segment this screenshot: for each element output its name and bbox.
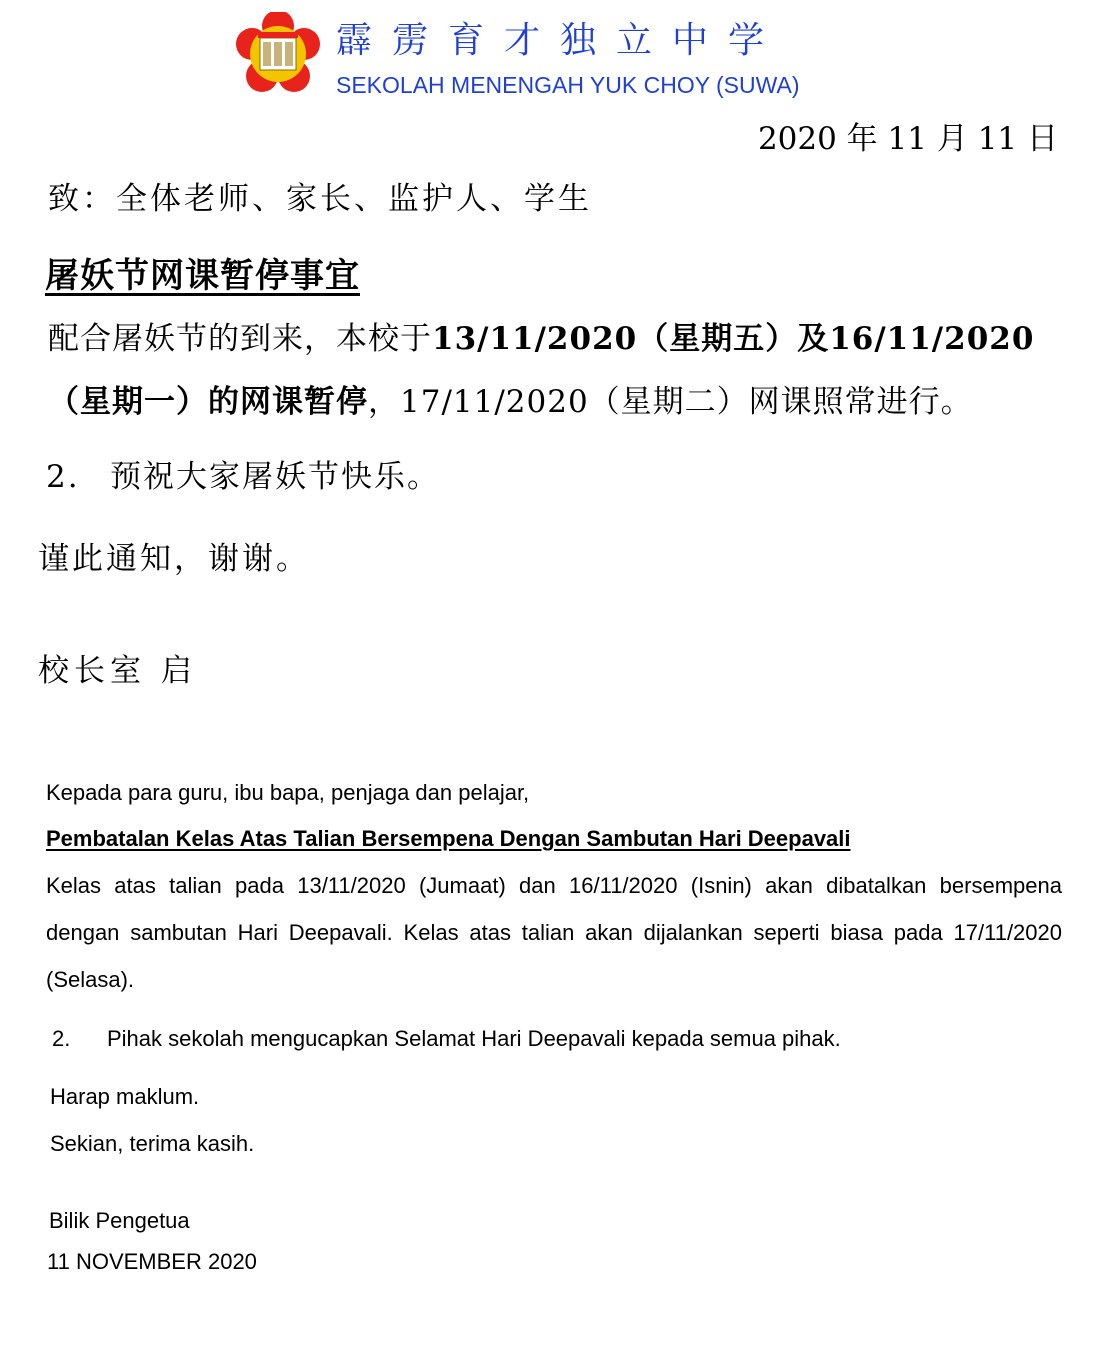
- body-cn-line2-bold: （星期一）的网课暂停: [48, 384, 368, 420]
- closing-cn: 谨此通知，谢谢。: [38, 541, 310, 577]
- school-crest-icon: [236, 12, 320, 96]
- date-cn: 2020 年 11 月 11 日: [757, 121, 1058, 157]
- point-2-ms: [52, 1025, 841, 1053]
- notice-body-cn-line1: [48, 317, 1034, 361]
- point-text: 预祝大家屠妖节快乐。: [110, 459, 440, 495]
- notice-title-cn: 屠妖节网课暂停事宜: [45, 256, 360, 296]
- point-number: 2.: [46, 459, 80, 495]
- point-number: 2.: [52, 1026, 71, 1051]
- school-name-en: SEKOLAH MENENGAH YUK CHOY (SUWA): [336, 72, 800, 98]
- date-ms: 11 NOVEMBER 2020: [47, 1249, 257, 1274]
- body-cn-line1-dates: 13/11/2020（星期五）及16/11/2020: [432, 321, 1035, 357]
- point-2-cn: [46, 455, 440, 499]
- notice-title-ms: Pembatalan Kelas Atas Talian Bersempena Dengan Sambutan Hari Deepavali: [46, 826, 851, 851]
- recipients-ms: Kepada para guru, ibu bapa, penjaga dan pelajar,: [46, 780, 530, 805]
- school-name-cn: 霹雳育才独立中学: [336, 20, 785, 61]
- closing-maklum-ms: Harap maklum.: [50, 1084, 200, 1109]
- notice-body-cn-line2: [48, 380, 973, 424]
- point-text: Pihak sekolah mengucapkan Selamat Hari Deepavali kepada semua pihak.: [107, 1026, 841, 1051]
- body-cn-line1-text: 配合屠妖节的到来，本校于: [48, 321, 432, 357]
- notice-body-ms: Kelas atas talian pada 13/11/2020 (Jumaat) dan 16/11/2020 (Isnin) akan dibatalkan bersempena dengan sambutan Hari Deepavali. Kelas atas talian akan dijalankan seperti biasa pada 17/11/2020 (Selasa).: [46, 873, 1062, 992]
- recipients-cn: 致：全体老师、家长、监护人、学生: [48, 181, 592, 217]
- closing-sekian-ms: Sekian, terima kasih.: [50, 1131, 255, 1156]
- body-cn-line2-text: ，17/11/2020（星期二）网课照常进行。: [368, 384, 973, 420]
- signature-ms: Bilik Pengetua: [49, 1208, 190, 1233]
- signature-cn: 校长室 启: [38, 653, 197, 689]
